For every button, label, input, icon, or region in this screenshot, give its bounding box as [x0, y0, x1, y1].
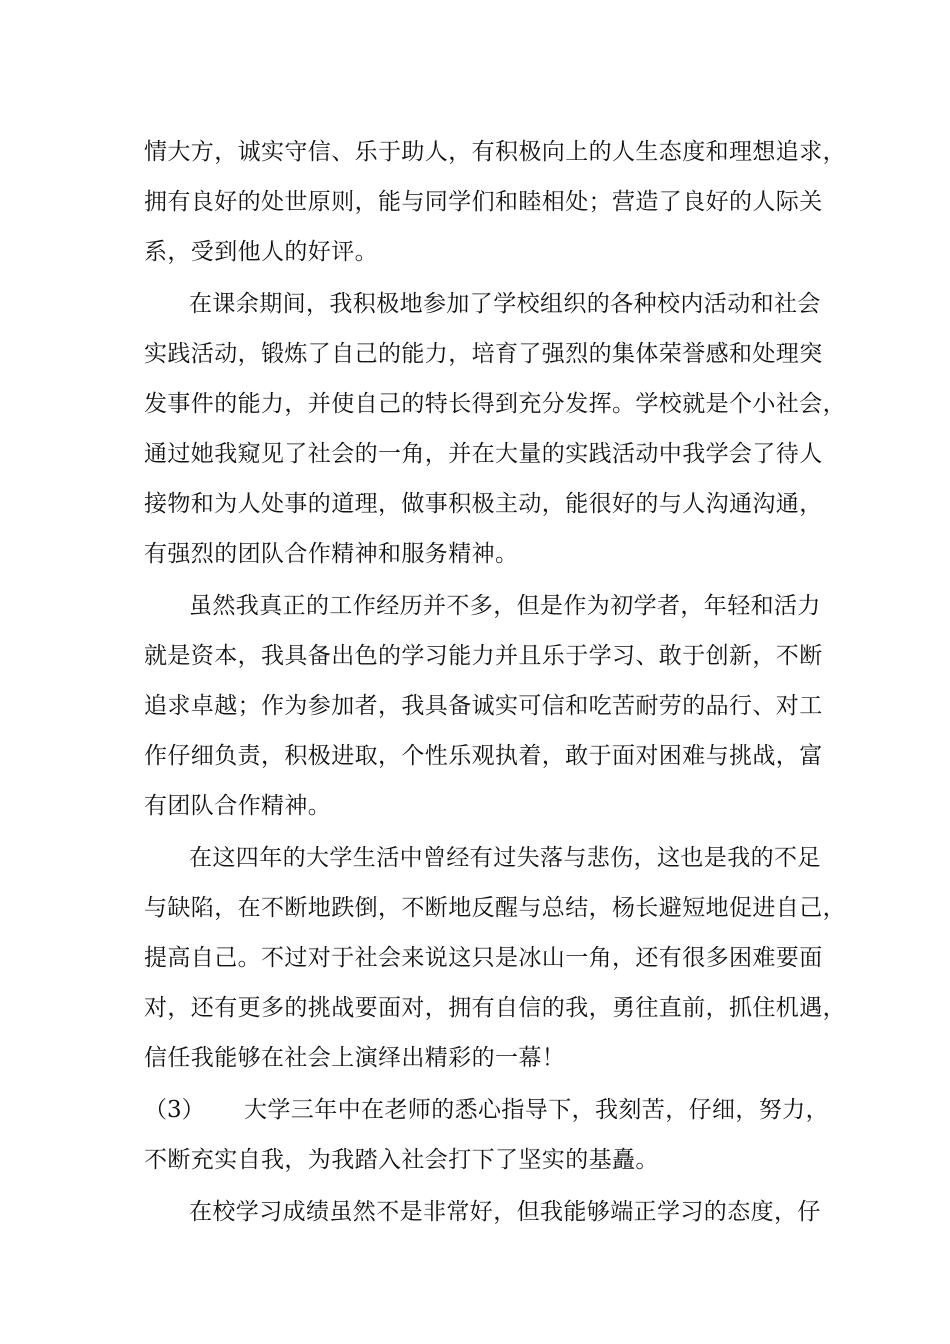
text-line: 系，受到他人的好评。 — [144, 239, 378, 265]
text-line: 追求卓越；作为参加者，我具备诚实可信和吃苦耐劳的品行、对工 — [144, 693, 823, 719]
text-line: 在这四年的大学生活中曾经有过失落与悲伤，这也是我的不足 — [189, 845, 821, 871]
text-line: 通过她我窥见了社会的一角，并在大量的实践活动中我学会了待人 — [144, 441, 823, 467]
text-line: 虽然我真正的工作经历并不多，但是作为初学者，年轻和活力 — [189, 593, 821, 619]
text-line: 发事件的能力，并使自己的特长得到充分发挥。学校就是个小社会， — [144, 391, 846, 417]
text-line: 在课余期间，我积极地参加了学校组织的各种校内活动和社会 — [189, 291, 821, 317]
text-line: 有强烈的团队合作精神和服务精神。 — [144, 541, 519, 567]
text-line: 接物和为人处事的道理，做事积极主动，能很好的与人沟通沟通， — [144, 491, 823, 517]
text-line: 与缺陷，在不断地跌倒，不断地反醒与总结，杨长避短地促进自己， — [144, 895, 846, 921]
text-line: 就是资本，我具备出色的学习能力并且乐于学习、敢于创新，不断 — [144, 643, 823, 669]
text-line: 提高自己。不过对于社会来说这只是冰山一角，还有很多困难要面 — [144, 945, 823, 971]
text-line: 信任我能够在社会上演绎出精彩的一幕！ — [144, 1045, 566, 1071]
list-marker: （3） — [144, 1097, 205, 1123]
text-line: 作仔细负责，积极进取，个性乐观执着，敢于面对困难与挑战，富 — [144, 743, 823, 769]
text-line: 有团队合作精神。 — [144, 793, 332, 819]
text-line: 实践活动，锻炼了自己的能力，培育了强烈的集体荣誉感和处理突 — [144, 341, 823, 367]
text-line: 拥有良好的处世原则，能与同学们和睦相处；营造了良好的人际关 — [144, 189, 823, 215]
text-line: 对，还有更多的挑战要面对，拥有自信的我，勇往直前，抓住机遇， — [144, 995, 846, 1021]
text-line: 在校学习成绩虽然不是非常好，但我能够端正学习的态度，仔 — [189, 1199, 821, 1225]
text-line: 大学三年中在老师的悉心指导下，我刻苦，仔细，努力， — [244, 1097, 829, 1123]
text-line: 不断充实自我，为我踏入社会打下了坚实的基矗。 — [144, 1147, 659, 1173]
text-line: 情大方，诚实守信、乐于助人，有积极向上的人生态度和理想追求， — [144, 139, 846, 165]
